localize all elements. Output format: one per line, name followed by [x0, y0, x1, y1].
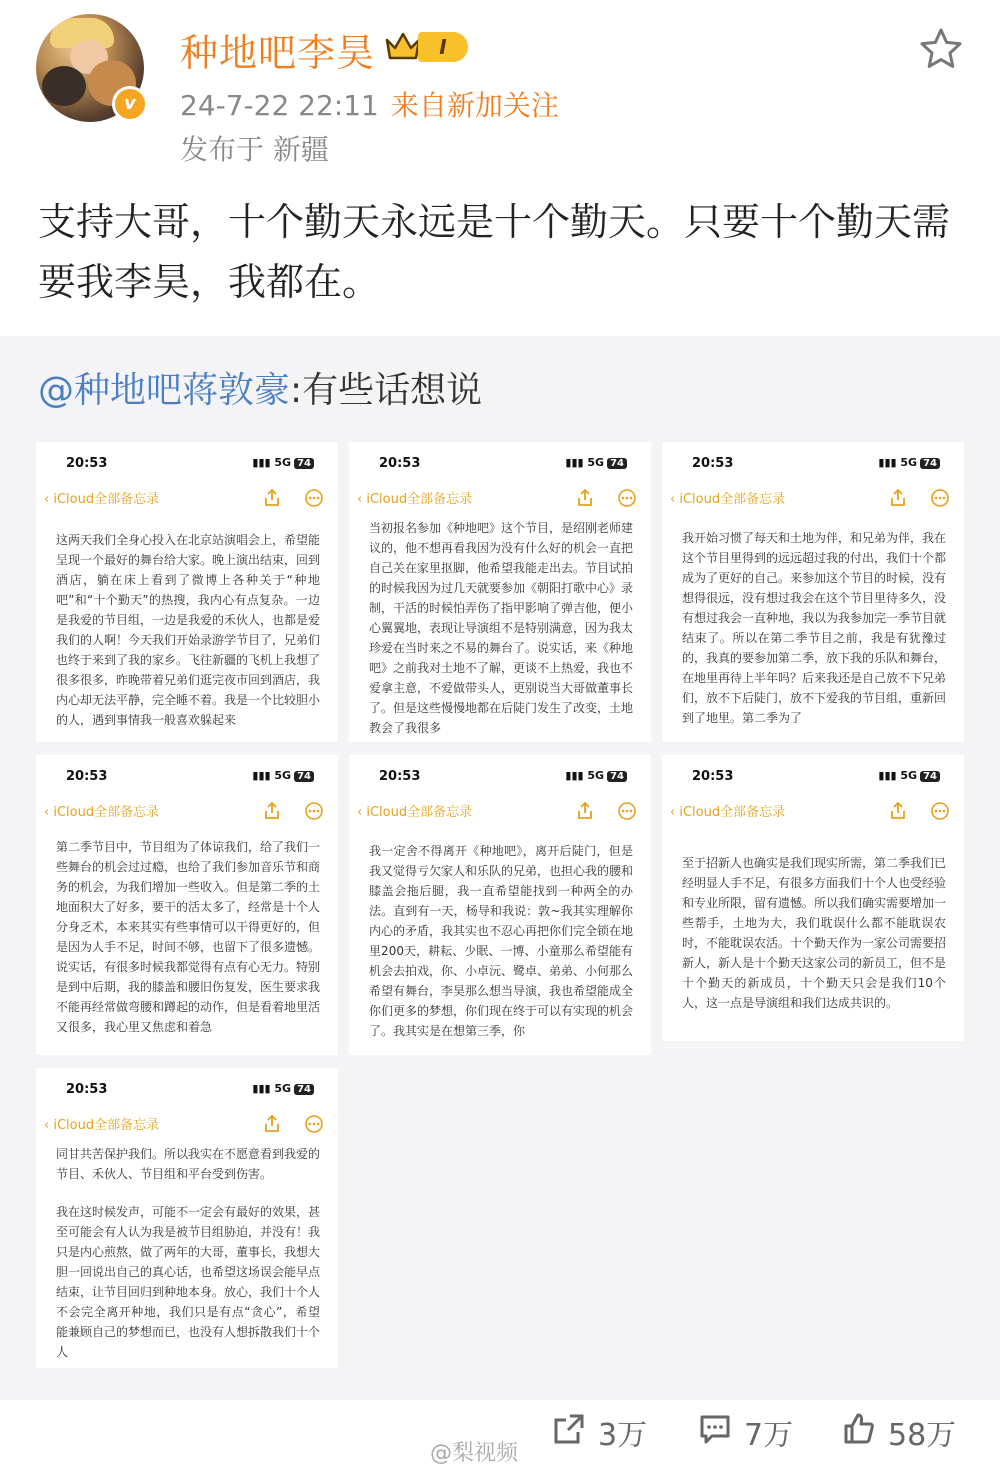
more-icon	[930, 488, 950, 508]
network-label: 5G	[274, 1082, 292, 1095]
screenshot-thumbnail[interactable]	[349, 442, 651, 742]
timestamp: 24-7-22 22:11	[180, 89, 379, 122]
battery-icon: 74	[607, 458, 627, 469]
post-location: 发布于 新疆	[180, 133, 329, 166]
signal-icon: ▮▮▮	[878, 769, 901, 782]
battery-icon: 74	[294, 1084, 314, 1095]
share-icon	[262, 1114, 282, 1134]
screenshot-thumbnail[interactable]	[36, 755, 338, 1055]
battery-icon: 74	[920, 458, 940, 469]
thumbs-up-icon	[842, 1412, 876, 1446]
note-body: 至于招新人也确实是我们现实所需，第二季我们已经明显人手不足，有很多方面我们十个人也受经验和专业所限，留有遗憾。所以我们确实需要增加一些帮手，土地为大，我们耽误什么都不能耽误农时，不能耽误农活。十个勤天作为一家公司需要招新人，新人是十个勤天这家公司的新员工，但不是十个勤天的新成员，十个勤天只会是我们10个人，这一点是导演组和我们达成共识的。	[682, 856, 947, 1010]
back-link: ‹ iCloud全部备忘录	[357, 805, 473, 820]
phone-status-bar	[36, 769, 338, 789]
network-label: 5G	[274, 769, 292, 782]
status-time: 20:53	[379, 456, 421, 471]
notes-navbar	[662, 801, 964, 825]
level-badge[interactable]	[384, 26, 484, 66]
verified-badge-icon: v	[112, 86, 148, 122]
status-time: 20:53	[692, 456, 734, 471]
screenshot-thumbnail[interactable]	[662, 442, 964, 742]
share-icon	[888, 801, 908, 821]
comment-count: 7万	[744, 1418, 794, 1453]
username[interactable]: 种地吧李昊	[180, 31, 376, 75]
share-icon	[575, 488, 595, 508]
screenshot-thumbnail[interactable]	[36, 1068, 338, 1368]
comment-icon	[698, 1412, 732, 1446]
post-header	[0, 0, 1000, 180]
signal-icon: ▮▮▮	[252, 456, 275, 469]
phone-status-bar	[36, 456, 338, 476]
note-body: 我开始习惯了每天和土地为伴，和兄弟为伴，我在这个节目里得到的远远超过我的付出，我们十个都成为了更好的自己。来参加这个节目的时候，没有想得很远，没有想过我会在这个节目里待多久，没有想过我会一直种地，我以为我参加完一季节目就结束了。所以在第二季节目之前，我是有犹豫过的，我真的要参加第二季，放下我的乐队和舞台，在地里再待上半年吗？后来我还是自己放不下兄弟们，放不下后陡门，放不下爱我的节目组，重新回到了地里。第二季为了	[682, 531, 947, 725]
signal-icon: ▮▮▮	[252, 1082, 275, 1095]
share-icon	[575, 801, 595, 821]
screenshot-thumbnail[interactable]	[36, 442, 338, 742]
repost-title	[38, 362, 482, 413]
status-time: 20:53	[66, 456, 108, 471]
share-icon	[262, 488, 282, 508]
notes-navbar	[662, 488, 964, 512]
note-body: 第二季节目中，节目组为了体谅我们，给了我们一些舞台的机会过过瘾，也给了我们参加音乐节和商务的机会，为我们增加一些收入。但是第二季的土地面积大了好多，要干的活太多了，经常是十个人分身乏术，本来其实有些事情可以干得更好的，但是因为人手不足，时间不够，也留下了很多遗憾。说实话，有很多时候我都觉得有点有心无力。特别是到中后期，我的膝盖和腰旧伤复发，医生要求我不能再经常做弯腰和蹲起的动作，但是看着地里活又很多，我心里又焦虑和着急	[56, 840, 321, 1034]
notes-navbar	[349, 488, 651, 512]
more-icon	[304, 1114, 324, 1134]
status-time: 20:53	[66, 1082, 108, 1097]
back-link: ‹ iCloud全部备忘录	[44, 492, 160, 507]
star-icon[interactable]	[918, 26, 964, 72]
status-time: 20:53	[692, 769, 734, 784]
screenshot-thumbnail[interactable]	[349, 755, 651, 1055]
note-body: 我一定舍不得离开《种地吧》，离开后陡门，但是我又觉得亏欠家人和乐队的兄弟，也担心我的腰和膝盖会拖后腿，我一直希望能找到一种两全的办法。直到有一天，杨导和我说：敦~我其实理解你内心的矛盾，我其实也不忍心再把你们完全锁在地里200天，耕耘、少眠、一博、小童那么希望能有机会去拍戏，你、小卓沅、鹭卓、弟弟、小何那么希望有舞台，李昊那么想当导演，我也希望能成全你们更多的梦想，你们现在终于可以有实现的机会了。我其实是在想第三季，你	[369, 844, 634, 1038]
post-text: 支持大哥，十个勤天永远是十个勤天。只要十个勤天需要我李昊，我都在。	[38, 200, 951, 304]
like-count: 58万	[888, 1418, 957, 1453]
more-icon	[304, 488, 324, 508]
back-link: ‹ iCloud全部备忘录	[357, 492, 473, 507]
repost-mention[interactable]: @种地吧蒋敦豪	[38, 370, 291, 411]
back-link: ‹ iCloud全部备忘录	[670, 492, 786, 507]
notes-navbar	[36, 488, 338, 512]
phone-status-bar	[662, 456, 964, 476]
notes-navbar	[349, 801, 651, 825]
back-link: ‹ iCloud全部备忘录	[44, 805, 160, 820]
more-icon	[617, 488, 637, 508]
repost-title-text: :有些话想说	[290, 370, 483, 411]
battery-icon: 74	[294, 771, 314, 782]
network-label: 5G	[900, 769, 918, 782]
more-icon	[304, 801, 324, 821]
post-meta	[180, 84, 559, 124]
notes-navbar	[36, 801, 338, 825]
repost-icon	[552, 1412, 586, 1446]
note-body: 同甘共苦保护我们。所以我实在不愿意看到我爱的节目、禾伙人、节目组和平台受到伤害。 我在这时候发声，可能不一定会有最好的效果，甚至可能会有人认为我是被节目组胁迫，并没有！我只是内心煎熬，做了两年的大哥，董事长，我想大胆一回说出自己的真心话，也希望这场误会能早点结束，让节目回归到种地本身。放心，我们十个人不会完全离开种地，我们只是有点“贪心”，希望能兼顾自己的梦想而已，也没有人想拆散我们十个人	[56, 1147, 321, 1359]
network-label: 5G	[274, 456, 292, 469]
share-icon	[888, 488, 908, 508]
phone-status-bar	[36, 1082, 338, 1102]
more-icon	[930, 801, 950, 821]
signal-icon: ▮▮▮	[252, 769, 275, 782]
back-link: ‹ iCloud全部备忘录	[670, 805, 786, 820]
signal-icon: ▮▮▮	[565, 769, 588, 782]
action-bar	[0, 1400, 1000, 1478]
status-time: 20:53	[66, 769, 108, 784]
watermark: @梨视频	[430, 1441, 519, 1466]
phone-status-bar	[349, 769, 651, 789]
battery-icon: 74	[920, 771, 940, 782]
phone-status-bar	[349, 456, 651, 476]
network-label: 5G	[900, 456, 918, 469]
battery-icon: 74	[607, 771, 627, 782]
crown-icon	[384, 30, 422, 62]
battery-icon: 74	[294, 458, 314, 469]
network-label: 5G	[587, 769, 605, 782]
note-body: 当初报名参加《种地吧》这个节目，是绍刚老师建议的，他不想再看我因为没有什么好的机会一直把自己关在家里抠脚，他希望我能走出去。节目试拍的时候我因为过几天就要参加《朝阳打歌中心》录制，干活的时候怕弄伤了指甲影响了弹吉他，便小心翼翼地，表现让导演组不是特别满意，因为我太珍爱在当时来之不易的舞台了。说实话，来《种地吧》之前我对土地不了解，更谈不上热爱，我也不爱拿主意，不爱做带头人，更别说当大哥做董事长了。但是这些慢慢地都在后陡门发生了改变，土地教会了我很多	[369, 521, 634, 735]
back-link: ‹ iCloud全部备忘录	[44, 1118, 160, 1133]
note-body: 这两天我们全身心投入在北京站演唱会上，希望能呈现一个最好的舞台给大家。晚上演出结束，回到酒店，躺在床上看到了微博上各种关于“种地吧”和“十个勤天”的热搜，我内心有点复杂。一边是我爱的节目组，一边是我爱的禾伙人，也都是爱我们的人啊！今天我们开始录游学节目了，兄弟们也终于来到了我的家乡。飞往新疆的飞机上我想了很多很多，昨晚带着兄弟们逛完夜市回到酒店，我内心却无法平静，完全睡不着。我是一个比较胆小的人，遇到事情我一般喜欢躲起来	[56, 533, 321, 727]
screenshot-thumbnail[interactable]	[662, 755, 964, 1041]
level-label: I	[418, 32, 468, 62]
repost-card[interactable]	[0, 336, 1000, 1400]
more-icon	[617, 801, 637, 821]
share-icon	[262, 801, 282, 821]
status-time: 20:53	[379, 769, 421, 784]
post-source: 来自新加关注	[390, 89, 559, 122]
image-grid	[36, 442, 966, 1372]
network-label: 5G	[587, 456, 605, 469]
notes-navbar	[36, 1114, 338, 1138]
signal-icon: ▮▮▮	[565, 456, 588, 469]
repost-count: 3万	[598, 1418, 648, 1453]
signal-icon: ▮▮▮	[878, 456, 901, 469]
phone-status-bar	[662, 769, 964, 789]
